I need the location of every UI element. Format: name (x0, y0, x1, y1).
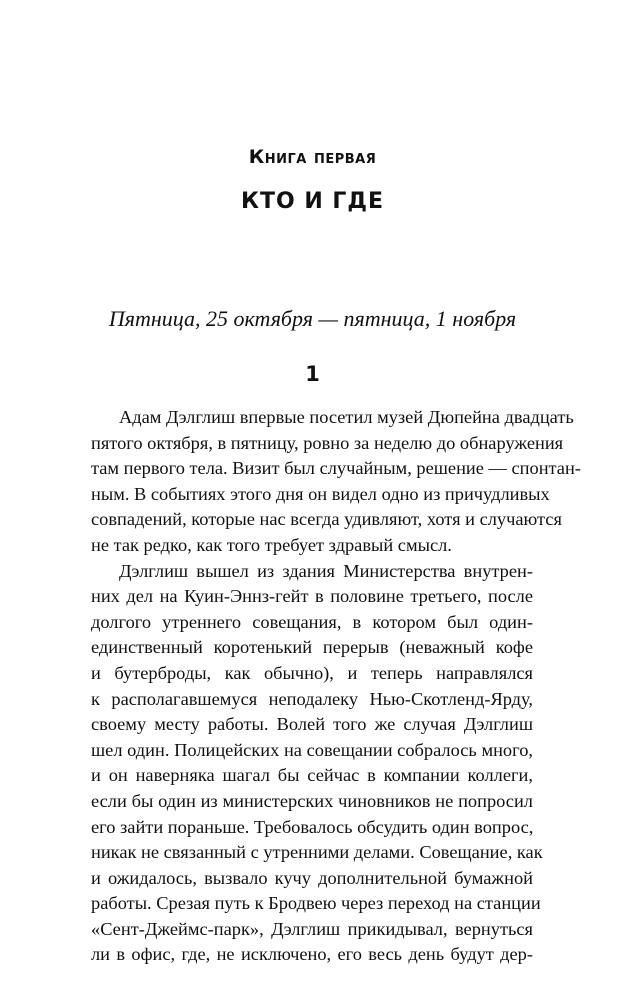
text-line: ным. В событиях этого дня он видел одно из причудливых (91, 483, 550, 504)
text-line: никак не связанный с утренними делами. Совещание, как (91, 842, 543, 863)
part-title: КТО И ГДЕ (240, 189, 385, 214)
text-line: «Сент-Джеймс-парк», Дэлглиш прикидывал, вернуться (91, 918, 533, 939)
date-range-epigraph: Пятница, 25 октября — пятница, 1 ноября (108, 306, 517, 331)
book-title: Книга первая (248, 146, 377, 168)
text-line: его зайти пораньше. Требовалось обсудить один вопрос, (91, 816, 534, 837)
text-line: них дел на Куин-Эннз-гейт в половине третьего, после (91, 586, 533, 607)
body-text (91, 405, 581, 968)
text-line: единственный коротенький перерыв (неважный кофе (91, 637, 533, 658)
text-line: если бы один из министерских чиновников не попросил (91, 790, 533, 811)
text-line: совпадений, которые нас всегда удивляют, хотя и случаются (91, 509, 562, 530)
text-line: своему месту работы. Волей того же случая Дэлглиш (91, 714, 533, 735)
text-line: и он наверняка шагал бы сейчас в компании коллеги, (91, 765, 533, 786)
text-line: там первого тела. Визит был случайным, решение — спонтан- (91, 458, 581, 479)
text-line: работы. Срезая путь к Бродвею через переход на станции (91, 893, 541, 914)
paragraph-1 (91, 405, 581, 559)
text-line: пятого октября, в пятницу, ровно за неделю до обнаружения (91, 432, 564, 453)
text-line: ли в офис, где, не исключено, его весь день будут дер- (91, 944, 533, 965)
text-line: и бутерброды, как обычно), и теперь направлялся (91, 662, 533, 683)
chapter-number: 1 (305, 362, 320, 386)
text-line: и ожидалось, вызвало кучу дополнительной бумажной (91, 867, 533, 888)
paragraph-2 (91, 559, 543, 969)
text-line: шел один. Полицейских на совещании собралось много, (91, 739, 533, 760)
text-line: долгого утреннего совещания, в котором был один- (91, 611, 533, 632)
text-line: не так редко, как того требует здравый смысл. (91, 534, 452, 555)
text-line: Дэлглиш вышел из здания Министерства внутрен- (119, 560, 533, 581)
text-line: к располагавшемуся неподалеку Нью-Скотленд-Ярду, (91, 688, 533, 709)
text-line: Адам Дэлглиш впервые посетил музей Дюпейна двадцать (119, 407, 574, 427)
